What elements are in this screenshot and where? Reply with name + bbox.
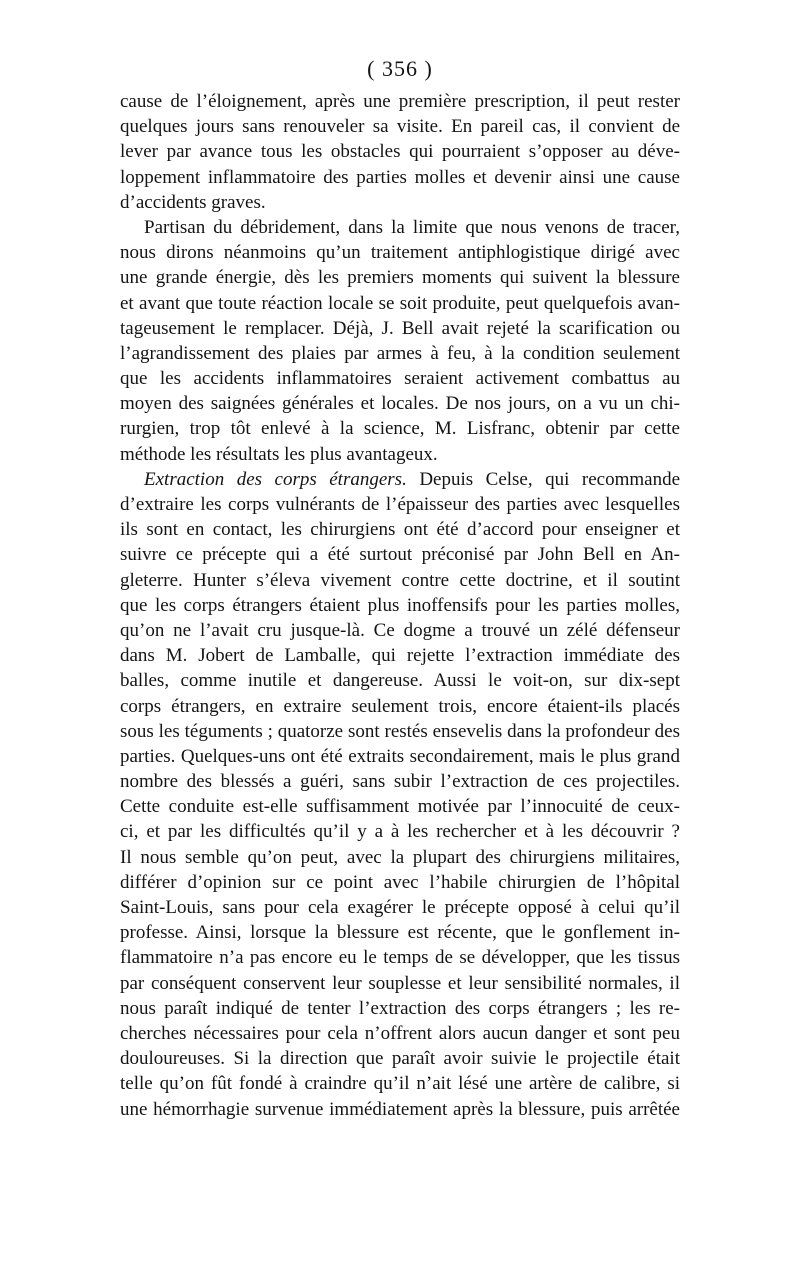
text-line: que les accidents inflammatoires seraient activement combattus au [120, 368, 680, 390]
text-line: tageusement le remplacer. Déjà, J. Bell avait rejeté la scarification ou [120, 317, 680, 339]
text-line: dans M. Jobert de Lamballe, qui rejette l’extraction immédiate des [120, 645, 680, 667]
text-line: nous dirons néanmoins qu’un traitement antiphlogistique dirigé avec [120, 242, 680, 264]
text-line: ils sont en contact, les chirurgiens ont été d’accord pour enseigner et [120, 519, 680, 541]
text-line: sous les téguments ; quatorze sont restés ensevelis dans la profondeur des [120, 720, 680, 742]
text-line: suivre ce précepte qui a été surtout préconisé par John Bell en An- [120, 544, 680, 566]
text-line: gleterre. Hunter s’éleva vivement contre cette doctrine, et il soutint [120, 569, 680, 591]
text-line: telle qu’on fût fondé à craindre qu’il n’ait lésé une artère de calibre, si [120, 1073, 680, 1095]
text-line: ci, et par les difficultés qu’il y a à les rechercher et à les découvrir ? [120, 821, 680, 843]
page-number: ( 356 ) [367, 56, 433, 81]
body-text [120, 89, 680, 1122]
text-line: qu’on ne l’avait cru jusque-là. Ce dogme a trouvé un zélé défenseur [120, 619, 680, 641]
text-line: une grande énergie, dès les premiers moments qui suivent la blessure [120, 267, 680, 289]
section-heading: Extraction des corps étrangers. [144, 468, 407, 490]
text-line: Cette conduite est-elle suffisamment motivée par l’innocuité de ceux- [120, 796, 680, 818]
text-line-content: Depuis Celse, qui recommande [419, 468, 681, 490]
text-line: et avant que toute réaction locale se soit produite, peut quelquefois avan- [120, 292, 680, 314]
text-line: professe. Ainsi, lorsque la blessure est récente, que le gonflement in- [120, 922, 680, 944]
text-line: différer d’opinion sur ce point avec l’habile chirurgien de l’hôpital [120, 871, 680, 893]
text-line: lever par avance tous les obstacles qui pourraient s’opposer au déve- [120, 141, 680, 163]
text-line: douloureuses. Si la direction que paraît avoir suivie le projectile était [120, 1048, 680, 1070]
text-line: cause de l’éloignement, après une première prescription, il peut rester [120, 91, 680, 112]
text-line: flammatoire n’a pas encore eu le temps de se développer, que les tissus [120, 947, 680, 969]
text-line: Partisan du débridement, dans la limite que nous venons de tracer, [144, 216, 680, 238]
text-line: d’accidents graves. [120, 191, 266, 213]
text-line: nous paraît indiqué de tenter l’extraction des corps étrangers ; les re- [120, 997, 680, 1019]
text-line: méthode les résultats les plus avantageux. [120, 443, 438, 465]
text-line: loppement inflammatoire des parties molles et devenir ainsi une cause [120, 166, 680, 188]
text-line: nombre des blessés a guéri, sans subir l’extraction de ces projectiles. [120, 771, 680, 793]
text-line: que les corps étrangers étaient plus inoffensifs pour les parties molles, [120, 594, 680, 616]
text-line: Saint-Louis, sans pour cela exagérer le précepte opposé à celui qu’il [120, 897, 680, 918]
text-line: parties. Quelques-uns ont été extraits secondairement, mais le plus grand [120, 745, 680, 767]
text-line: l’agrandissement des plaies par armes à feu, à la condition seulement [120, 342, 680, 364]
text-line: d’extraire les corps vulnérants de l’épaisseur des parties avec lesquelles [120, 494, 680, 515]
text-line: par conséquent conservent leur souplesse et leur sensibilité normales, il [120, 972, 680, 994]
text-line: Il nous semble qu’on peut, avec la plupart des chirurgiens militaires, [120, 846, 680, 868]
text-line: rurgien, trop tôt enlevé à la science, M. Lisfranc, obtenir par cette [120, 418, 680, 440]
text-line: quelques jours sans renouveler sa visite. En pareil cas, il convient de [120, 116, 680, 138]
text-line: moyen des saignées générales et locales. De nos jours, on a vu un chi- [120, 393, 680, 415]
text-line: une hémorrhagie survenue immédiatement après la blessure, puis arrêtée [120, 1098, 680, 1120]
text-line: cherches nécessaires pour cela n’offrent alors aucun danger et sont peu [120, 1022, 680, 1044]
text-line [120, 467, 680, 492]
text-line: balles, comme inutile et dangereuse. Aussi le voit-on, sur dix-sept [120, 670, 680, 692]
text-line: corps étrangers, en extraire seulement trois, encore étaient-ils placés [120, 695, 680, 717]
